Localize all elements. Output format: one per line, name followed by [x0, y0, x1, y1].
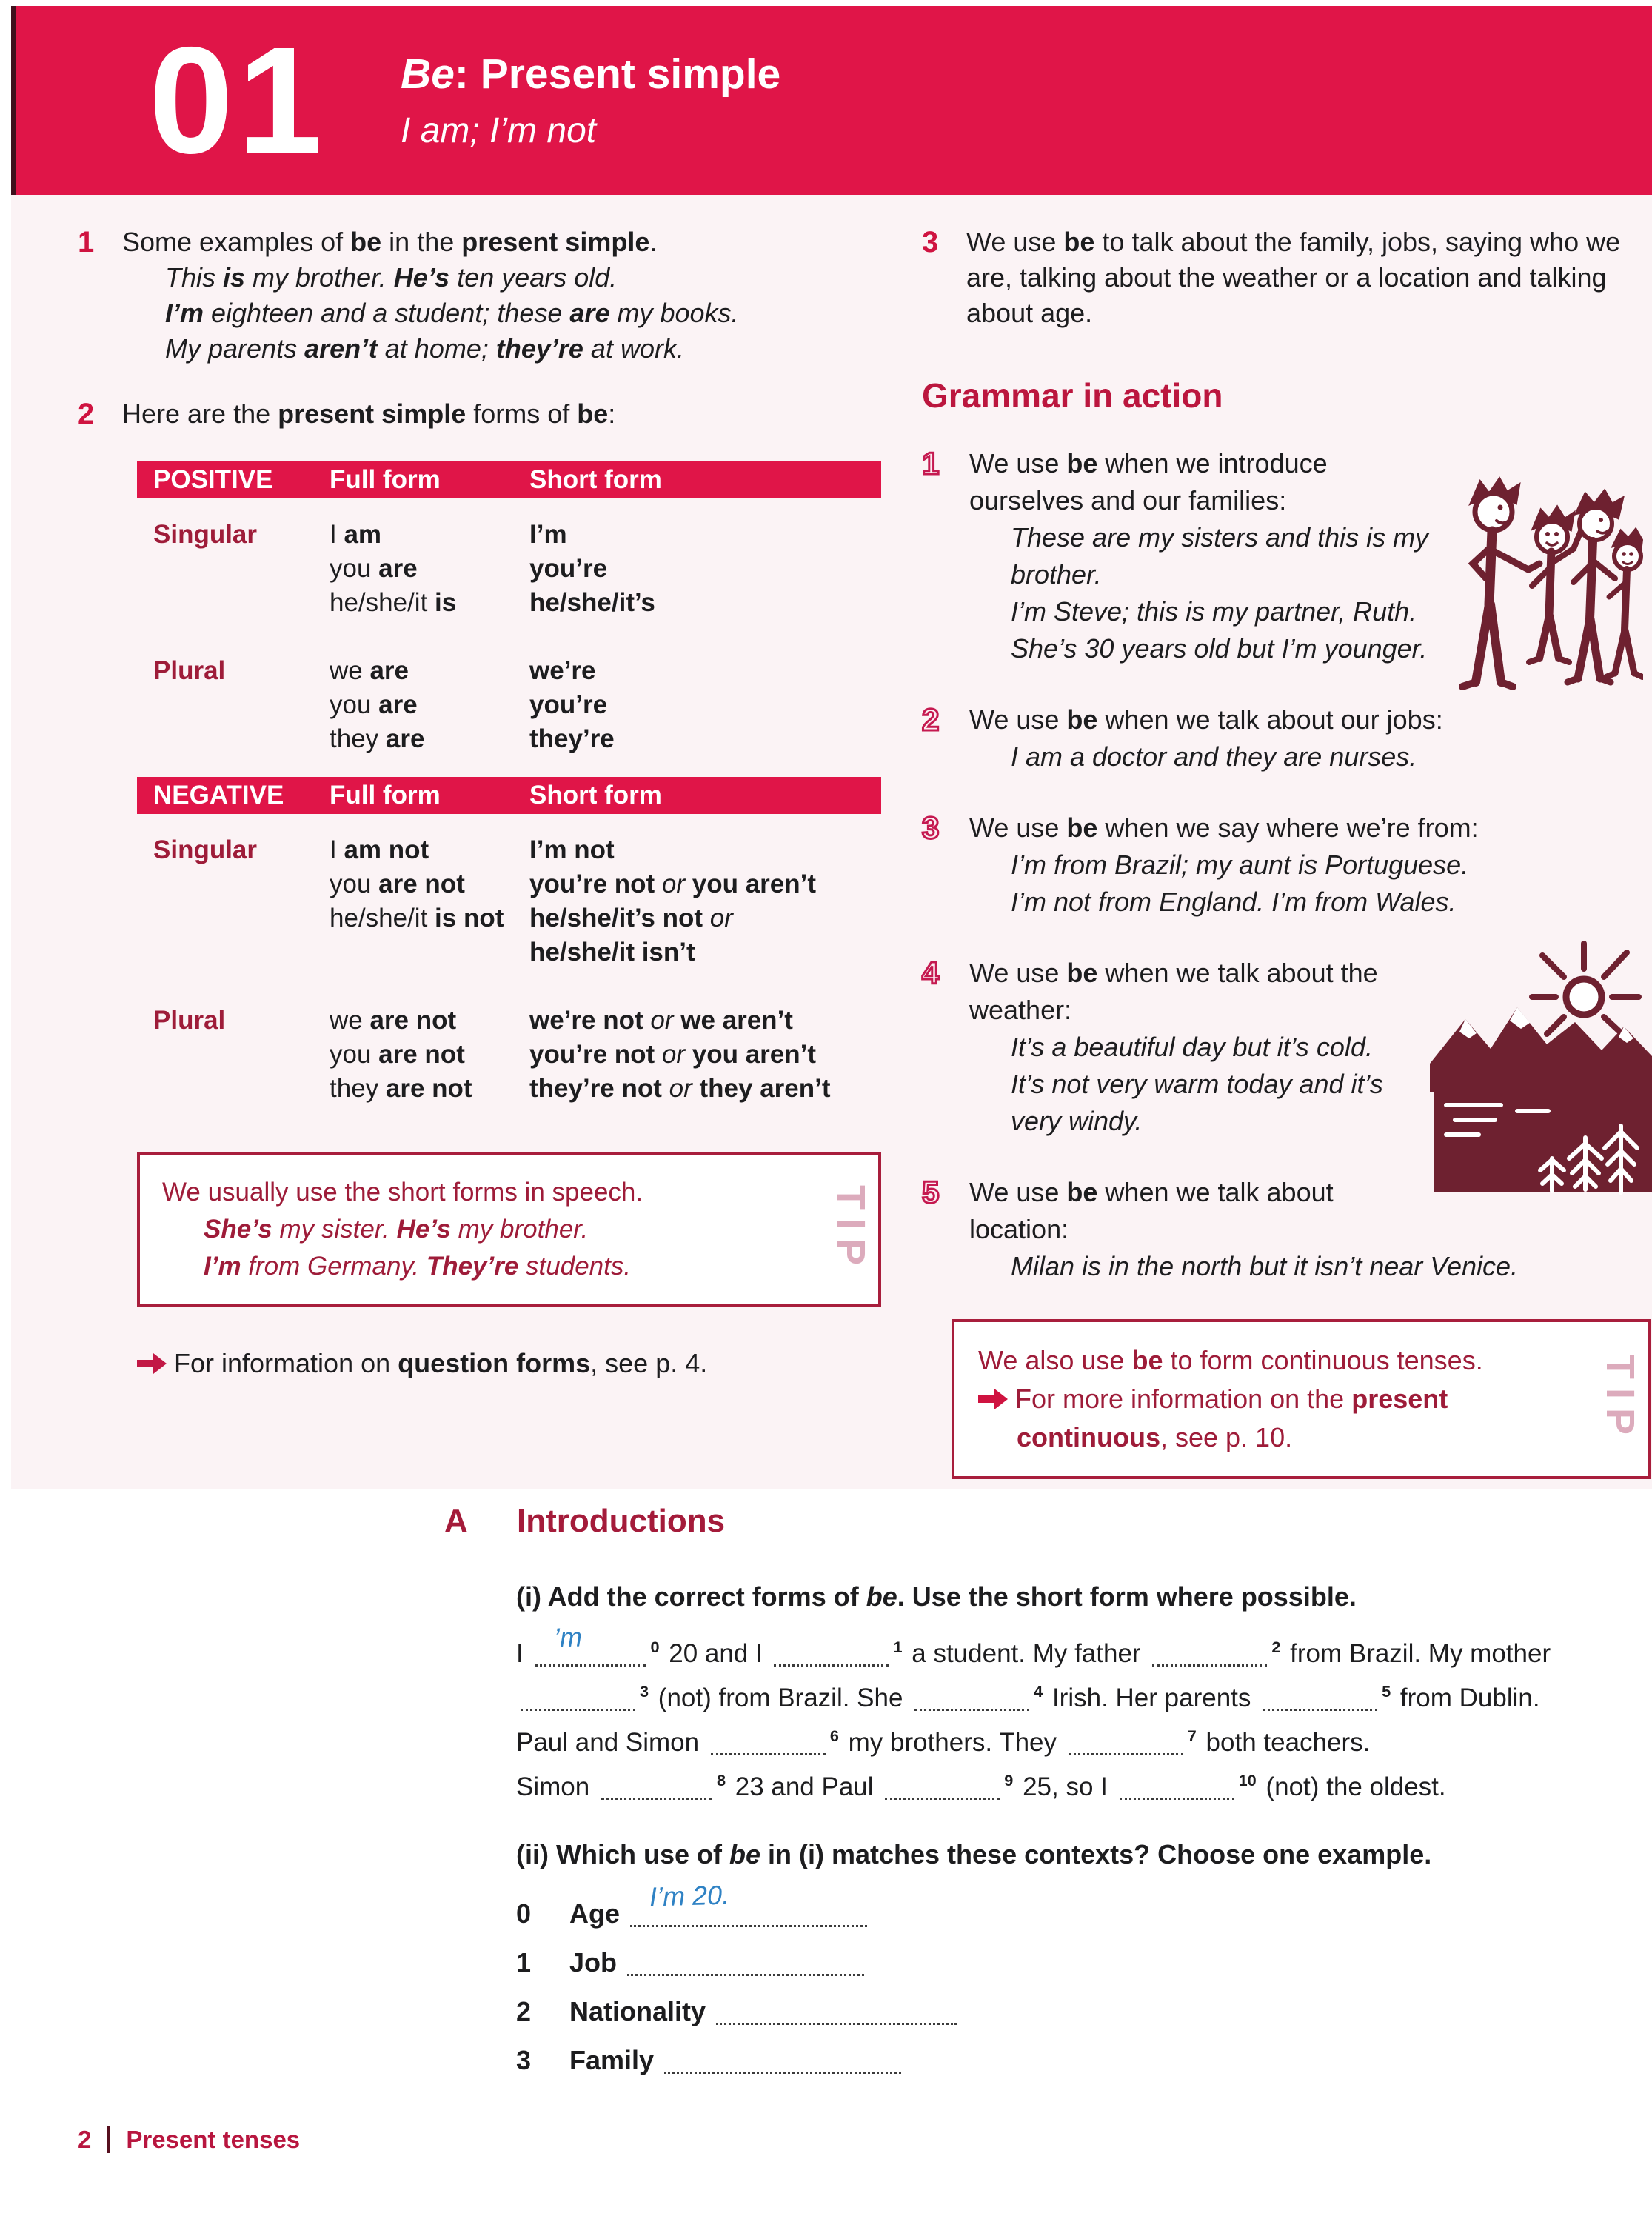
exercise-letter: A — [444, 1503, 468, 1539]
family-introduction-illustration — [1428, 460, 1643, 704]
grammar-point-text: We use be when we talk about our jobs: — [969, 704, 1443, 735]
grammar-point-number: 3 — [922, 810, 940, 845]
cross-reference-note: For more information on the present continuous, see p. 10. — [978, 1380, 1567, 1457]
tip-example: She’s my sister. He’s my brother. — [204, 1215, 589, 1244]
positive-singular-group — [137, 498, 881, 624]
tip-box-continuous — [952, 1319, 1651, 1479]
column-header: Short form — [529, 781, 662, 810]
left-column — [78, 224, 892, 1379]
table-row: they are not they’re not or they aren’t — [330, 1074, 831, 1103]
example-sentence: It’s not very warm today and it’s very windy. — [1011, 1069, 1383, 1136]
row-group-label: Singular — [153, 835, 258, 864]
point-number: 3 — [922, 226, 939, 258]
footer-section-title: Present tenses — [126, 2126, 301, 2153]
answer-blank[interactable] — [774, 1639, 889, 1666]
column-header: Short form — [529, 465, 662, 494]
arrow-icon — [978, 1389, 1008, 1409]
column-header: Full form — [330, 781, 441, 810]
negative-plural-group — [137, 974, 881, 1127]
grammar-point-text: We use be when we say where we’re from: — [969, 813, 1479, 843]
example-sentence: I’m Steve; this is my partner, Ruth. — [1011, 596, 1417, 627]
table-row: you are not you’re not or you aren’t — [330, 870, 817, 898]
answer-blank[interactable] — [1152, 1639, 1267, 1666]
grammar-point-2 — [922, 701, 1652, 775]
answer-blank[interactable] — [601, 1772, 712, 1800]
example-sentence: My parents aren’t at home; they’re at work. — [165, 333, 684, 364]
tip-text: We also use be to form continuous tenses. — [978, 1345, 1483, 1375]
point-2-intro: Here are the present simple forms of be: — [122, 398, 616, 429]
tip-label: TIP — [829, 1184, 873, 1275]
gap-fill-line: $^3$ (not) from Brazil. She $^4$ Irish. Her parents $^5$ from Dublin. — [516, 1676, 1634, 1721]
table-row: we are not we’re not or we aren’t — [330, 1006, 793, 1035]
exercise-heading — [444, 1492, 1652, 1540]
grammar-point-number: 4 — [922, 955, 940, 990]
point-3-text: We use be to talk about the family, jobs, saying who we are, talking about the weather or a location and talking about age. — [966, 227, 1621, 328]
page-footer — [78, 2126, 300, 2154]
grammar-in-action-heading: Grammar in action — [922, 376, 1223, 415]
gap-fill-line: Paul and Simon $^6$ my brothers. They $^7$ both teachers. — [516, 1726, 1371, 1757]
grammar-point-number: 5 — [922, 1175, 940, 1210]
tip-label: TIP — [1598, 1354, 1642, 1444]
column-header: NEGATIVE — [153, 781, 284, 810]
example-sentence: I am a doctor and they are nurses. — [1011, 741, 1417, 772]
gap-fill-paragraph — [516, 1621, 1634, 1809]
footer-divider — [107, 2126, 110, 2153]
example-sentence: She’s 30 years old but I’m younger. — [1011, 633, 1428, 664]
unit-banner — [11, 6, 1652, 195]
unit-title: Be: Present simple — [401, 50, 781, 98]
answer-blank[interactable] — [711, 1728, 826, 1755]
point-1 — [78, 224, 892, 367]
grammar-point-text: We use be when we introduce ourselves and our families: — [969, 448, 1328, 516]
gap-fill-line: I ’m $^0$ 20 and I $^1$ a student. My father $^2$ from Brazil. My mother — [516, 1632, 1634, 1676]
context-item-age: 0 Age I’m 20. — [516, 1889, 1652, 1938]
example-sentence: I’m eighteen and a student; these are my books. — [165, 298, 739, 328]
answer-blank[interactable] — [627, 1949, 864, 1976]
context-item-nationality: 2 Nationality — [516, 1987, 1652, 2036]
point-1-intro: Some examples of be in the present simple. — [122, 227, 658, 257]
be-forms-table — [137, 461, 881, 1127]
table-row: he/she/it is he/she/it’s — [330, 588, 655, 617]
grammar-reference-area — [11, 195, 1652, 1489]
unit-subtitle: I am; I’m not — [401, 111, 597, 150]
negative-singular-group — [137, 814, 881, 974]
answer-blank[interactable] — [885, 1772, 1000, 1800]
answer-blank[interactable] — [716, 1998, 957, 2025]
context-list — [11, 1879, 1652, 2085]
tip-text: We usually use the short forms in speech. — [162, 1178, 643, 1207]
grammar-point-number: 1 — [922, 446, 940, 481]
page-number: 2 — [78, 2126, 92, 2153]
unit-titles — [401, 50, 780, 151]
positive-plural-group — [137, 624, 881, 777]
example-sentence: Milan is in the north but it isn’t near Venice. — [1011, 1251, 1519, 1281]
context-item-family: 3 Family — [516, 2036, 1652, 2085]
row-group-label: Plural — [153, 656, 226, 685]
answer-blank[interactable] — [1069, 1728, 1183, 1755]
answer-blank[interactable] — [1120, 1772, 1234, 1800]
column-header: Full form — [330, 465, 441, 494]
table-row: you are not you’re not or you aren’t — [330, 1040, 817, 1069]
example-sentence: This is my brother. He’s ten years old. — [165, 262, 618, 293]
cross-reference-note: For information on question forms, see p. 4. — [137, 1348, 892, 1379]
handwritten-answer: ’m — [553, 1621, 583, 1653]
answer-blank[interactable] — [1263, 1684, 1377, 1711]
example-sentence: I’m not from England. I’m from Wales. — [1011, 887, 1457, 917]
exercise-ii-instruction: (ii) Which use of be in (i) matches these contexts? Choose one example. — [516, 1839, 1432, 1869]
table-row: you are you’re — [330, 554, 608, 583]
point-number: 1 — [78, 226, 95, 258]
tip-example: I’m from Germany. They’re students. — [204, 1252, 632, 1281]
table-row: you are you’re — [330, 690, 608, 719]
grammar-point-text: We use be when we talk about location: — [969, 1177, 1334, 1244]
answer-blank[interactable] — [914, 1684, 1029, 1711]
example-sentence: These are my sisters and this is my brother. — [1011, 522, 1429, 590]
exercise-section — [11, 1492, 1652, 2085]
handwritten-answer: I’m 20. — [649, 1879, 730, 1912]
example-sentence: I’m from Brazil; my aunt is Portuguese. — [1011, 850, 1469, 880]
answer-blank[interactable] — [521, 1684, 635, 1711]
grammar-point-number: 2 — [922, 702, 940, 737]
positive-header-row — [137, 461, 881, 498]
point-number: 2 — [78, 398, 95, 430]
column-header: POSITIVE — [153, 465, 273, 494]
tip-box-short-forms — [137, 1152, 881, 1307]
point-3 — [922, 224, 1652, 331]
exercise-i-instruction: (i) Add the correct forms of be. Use the short form where possible. — [516, 1581, 1357, 1612]
gap-fill-line: Simon $^8$ 23 and Paul $^9$ 25, so I $^{10}$ (not) the oldest. — [516, 1771, 1446, 1801]
answer-blank[interactable] — [630, 1879, 867, 1927]
table-row: we are we’re — [330, 656, 596, 685]
negative-header-row — [137, 777, 881, 814]
exercise-title: Introductions — [517, 1503, 726, 1539]
table-row: he/she/it is not he/she/it’s not or he/she/it isn’t — [330, 904, 733, 967]
arrow-icon — [137, 1353, 167, 1374]
grammar-point-text: We use be when we talk about the weather: — [969, 958, 1378, 1025]
table-row: they are they’re — [330, 724, 615, 753]
weather-landscape-illustration — [1430, 939, 1652, 1195]
table-row: I am I’m — [330, 520, 567, 549]
row-group-label: Plural — [153, 1006, 226, 1035]
example-sentence: It’s a beautiful day but it’s cold. — [1011, 1032, 1373, 1062]
context-item-job: 1 Job — [516, 1938, 1652, 1987]
grammar-point-3 — [922, 810, 1652, 921]
right-column — [922, 224, 1652, 1479]
unit-number: 01 — [149, 16, 327, 185]
table-row: I am not I’m not — [330, 835, 615, 864]
row-group-label: Singular — [153, 520, 258, 549]
answer-blank[interactable] — [664, 2046, 901, 2074]
answer-blank[interactable] — [535, 1621, 646, 1666]
point-2 — [78, 396, 892, 432]
